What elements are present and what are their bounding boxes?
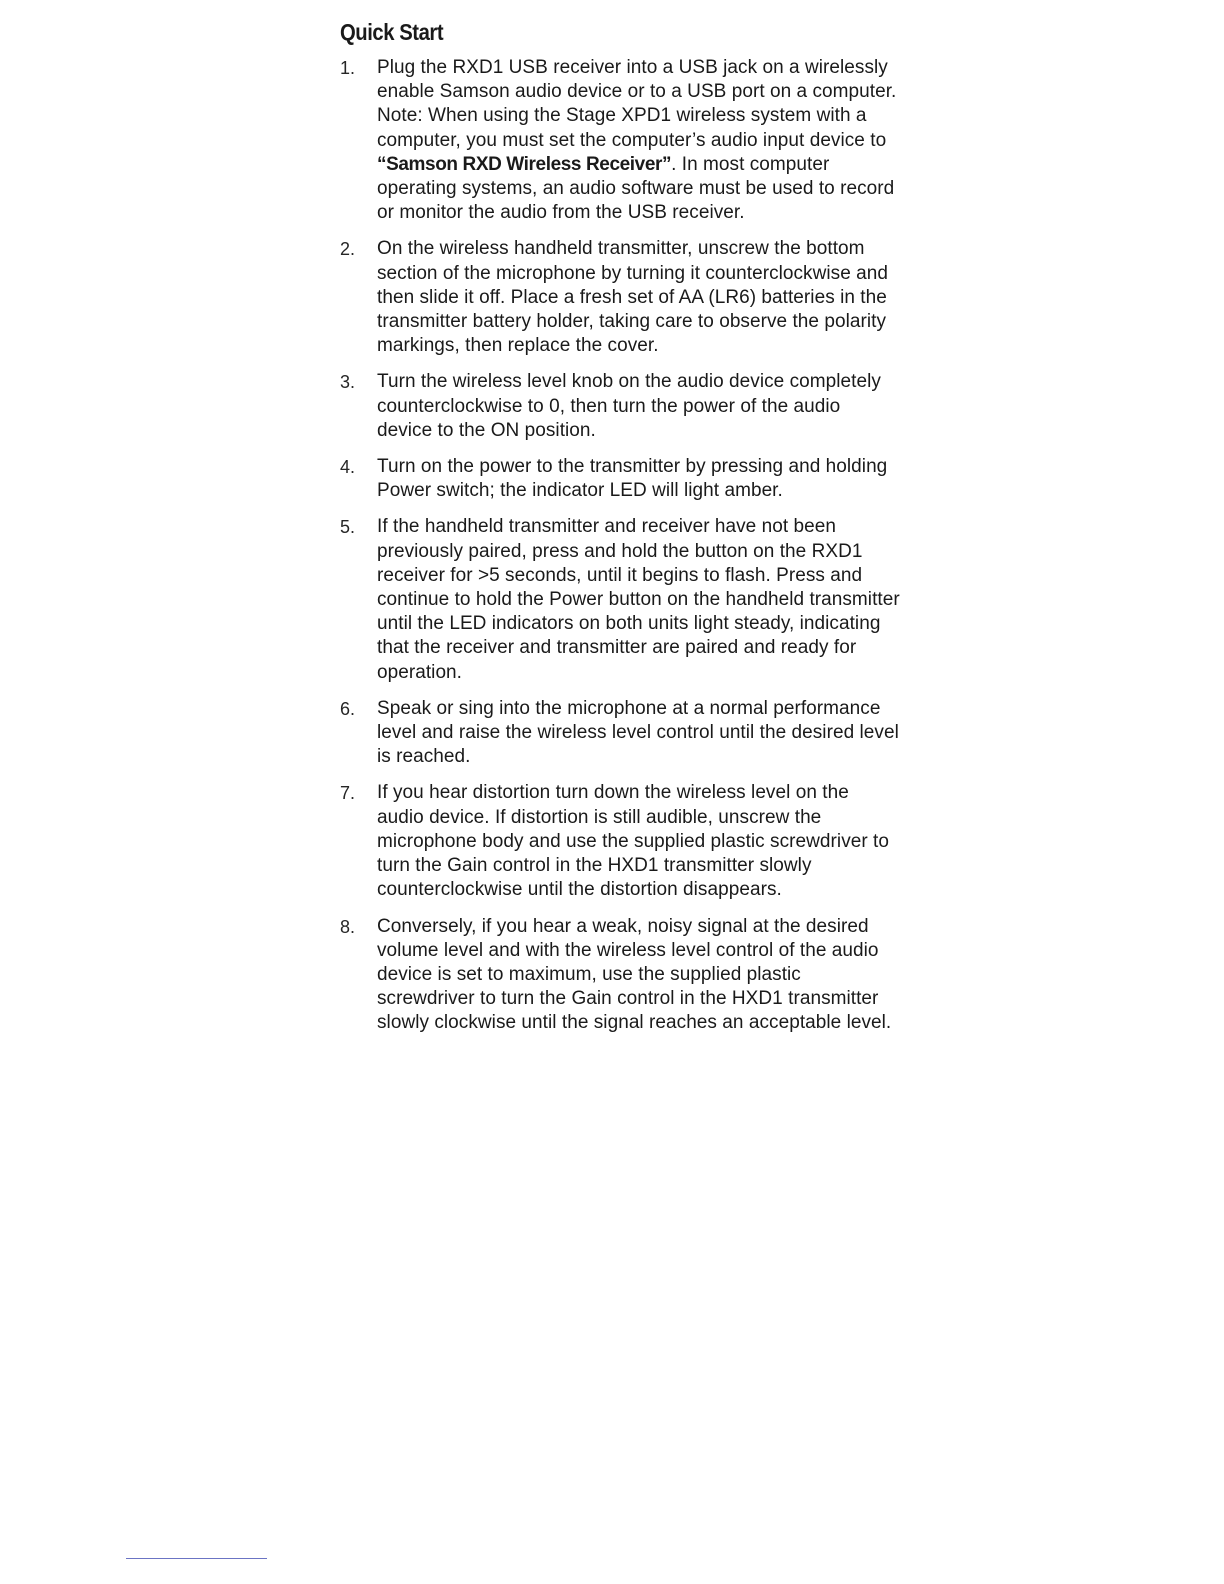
list-item-step-3 [340, 370, 900, 443]
step-text: Turn the wireless level knob on the audio device completely counterclockwise to 0, then turn the power of the audio device to the ON position. [377, 371, 881, 441]
list-item-step-6 [340, 697, 900, 770]
step-text: Turn on the power to the transmitter by pressing and holding Power switch; the indicator LED will light amber. [377, 456, 888, 502]
footer-divider [126, 1558, 267, 1559]
step-number: 3. [340, 372, 356, 393]
step-number: 1. [340, 58, 356, 78]
list-item-step-8 [340, 915, 900, 1036]
list-item-step-5 [340, 515, 900, 684]
list-item-step-2 [340, 237, 900, 358]
page-title: Quick Start [340, 19, 444, 45]
step-text: Conversely, if you hear a weak, noisy signal at the desired volume level and with the wireless level control of the audio device is set to maximum, use the supplied plastic screwdriver to turn the Gain control in the HXD1 transmitter slowly clockwise until the signal reaches an acceptable level. [377, 915, 892, 1034]
step-number: 8. [340, 916, 356, 937]
quick-start-section [340, 16, 900, 1048]
step-number: 2. [340, 239, 356, 260]
step-text: If you hear distortion turn down the wireless level on the audio device. If distortion is still audible, unscrew the microphone body and use the supplied plastic screwdriver to turn the Gain control in the HXD1 transmitter slowly counterclockwise until the distortion disappears. [377, 782, 890, 901]
note-bold-device-name: “Samson RXD Wireless Receiver” [377, 153, 672, 175]
step-text: On the wireless handheld transmitter, unscrew the bottom section of the microphone by turning it counterclockwise and then slide it off. Place a fresh set of AA (LR6) batteries in the transmitter battery holder, taking care to observe the polarity markings, then replace the cover. [377, 238, 888, 357]
steps-list [340, 56, 900, 1036]
note-prefix: Note: When using the Stage XPD1 wireless system with a computer, you must set the computer’s audio input device to [377, 105, 887, 151]
step-text-main: Plug the RXD1 USB receiver into a USB jack on a wirelessly enable Samson audio device or to a USB port on a computer. [377, 57, 897, 103]
step-number: 6. [340, 698, 356, 719]
list-item-step-1 [340, 56, 900, 225]
step-number: 7. [340, 783, 356, 804]
step-number: 4. [340, 457, 356, 478]
list-item-step-4 [340, 455, 900, 503]
step-text [377, 56, 900, 225]
step-text: If the handheld transmitter and receiver have not been previously paired, press and hold the button on the RXD1 receiver for >5 seconds, until it begins to flash. Press and continue to hold the Power button on the handheld transmitter until the LED indicators on both units light steady, indicating that the receiver and transmitter are paired and ready for operation. [377, 516, 900, 683]
step-text: Speak or sing into the microphone at a normal performance level and raise the wireless level control until the desired level is reached. [377, 697, 899, 768]
note-suffix: . In most computer operating systems, an audio software must be used to record or monitor the audio from the USB receiver. [377, 153, 895, 224]
list-item-step-7 [340, 781, 900, 902]
step-number: 5. [340, 517, 356, 538]
